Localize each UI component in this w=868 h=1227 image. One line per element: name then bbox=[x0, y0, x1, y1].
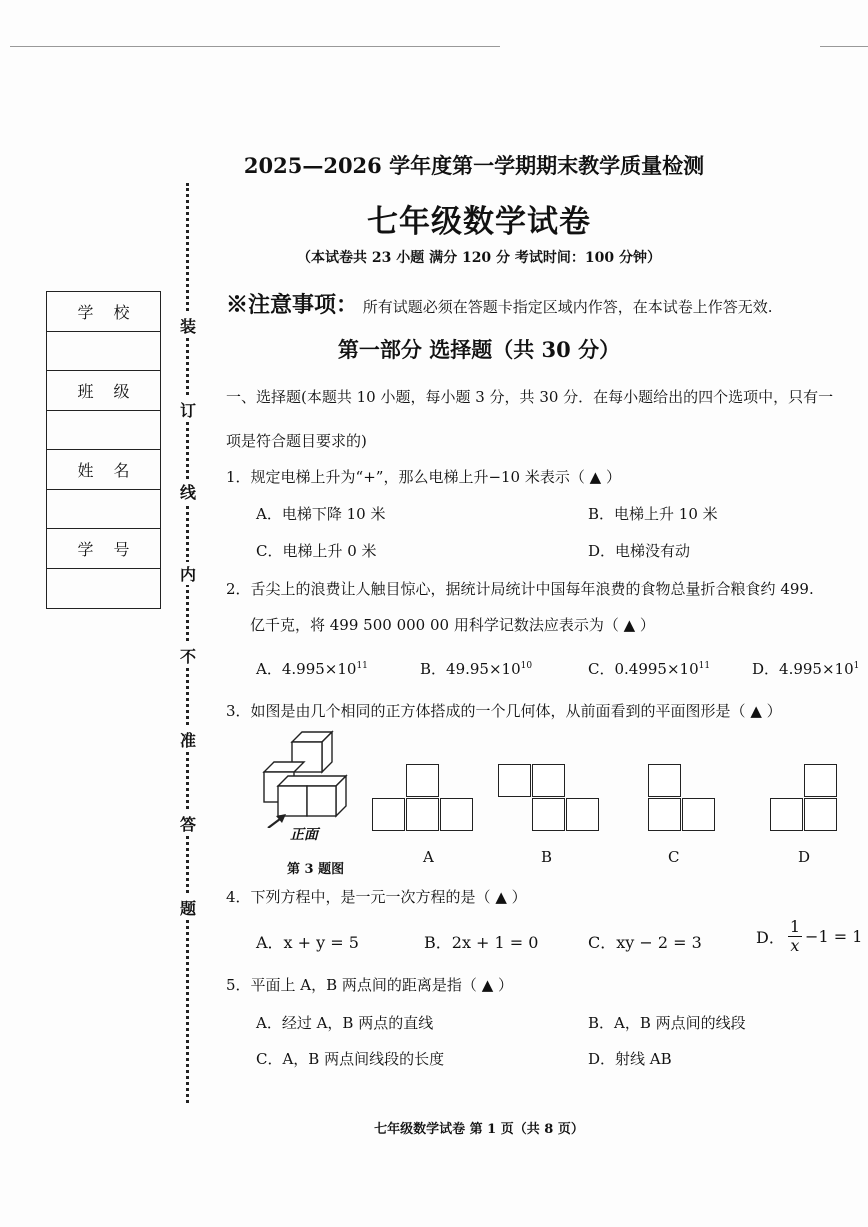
class-field bbox=[47, 411, 160, 451]
binding-char: 答 bbox=[178, 812, 198, 835]
square bbox=[372, 798, 405, 831]
notice bbox=[226, 288, 773, 319]
square bbox=[804, 764, 837, 797]
q4-option-d bbox=[756, 918, 862, 955]
name-label: 姓名 bbox=[47, 450, 160, 490]
q1-option-c: C．电梯上升 0 米 bbox=[256, 542, 377, 560]
square bbox=[406, 764, 439, 797]
q4-option-d-fraction bbox=[788, 918, 802, 955]
q2-option-d: D．$4.995\times 10^1$ bbox=[752, 660, 860, 678]
binding-char: 线 bbox=[178, 480, 198, 503]
top-rule-right bbox=[820, 46, 868, 47]
exam-title-line1: 2025—2026 学年度第一学期期末教学质量检测 bbox=[243, 153, 705, 178]
square bbox=[648, 764, 681, 797]
name-field bbox=[47, 490, 160, 530]
square bbox=[406, 798, 439, 831]
q3-figure-caption: 第 3 题图 bbox=[287, 862, 345, 877]
square bbox=[682, 798, 715, 831]
part1-title: 第一部分 选择题（共 30 分） bbox=[337, 337, 621, 362]
q5-stem: 5．平面上 A，B 两点间的距离是指（ ▲ ） bbox=[226, 976, 514, 994]
q4-option-c: C．xy − 2 = 3 bbox=[588, 933, 702, 952]
q3-option-a-label: A bbox=[423, 848, 434, 866]
notice-label: ※注意事项： bbox=[226, 292, 359, 318]
top-rule-left bbox=[10, 46, 500, 47]
exam-title-line2: 七年级数学试卷 bbox=[367, 204, 591, 240]
square bbox=[648, 798, 681, 831]
q2-option-b: B．$49.95\times 10^{10}$ bbox=[420, 660, 533, 678]
q1-option-d: D．电梯没有动 bbox=[588, 542, 691, 560]
q3-option-b-label: B bbox=[541, 848, 553, 866]
q2-stem-line2: 亿千克，将 499 500 000 00 用科学记数法应表示为（ ▲ ） bbox=[250, 616, 655, 634]
q2-option-c: C．$0.4995\times 10^{11}$ bbox=[588, 660, 711, 678]
square bbox=[532, 798, 565, 831]
exam-info: （本试卷共 23 小题 满分 120 分 考试时间：100 分钟） bbox=[296, 250, 662, 266]
fraction-numerator: 1 bbox=[789, 917, 801, 936]
square bbox=[804, 798, 837, 831]
binding-char: 装 bbox=[178, 314, 198, 337]
school-label: 学校 bbox=[47, 292, 160, 332]
q5-option-d: D．射线 AB bbox=[588, 1050, 672, 1068]
q4-stem: 4．下列方程中，是一元一次方程的是（ ▲ ） bbox=[226, 888, 527, 906]
q4-option-d-rest: −1 = 1 bbox=[805, 927, 863, 946]
notice-text: 所有试题必须在答题卡指定区域内作答，在本试卷上作答无效. bbox=[362, 298, 773, 316]
square bbox=[498, 764, 531, 797]
fraction-denominator: x bbox=[790, 936, 800, 955]
q5-option-a: A．经过 A，B 两点的直线 bbox=[256, 1014, 434, 1032]
q4-option-b: B．2x + 1 = 0 bbox=[424, 933, 539, 952]
q3-stem: 3．如图是由几个相同的正方体搭成的一个几何体，从前面看到的平面图形是（ ▲ ） bbox=[226, 702, 782, 720]
square bbox=[440, 798, 473, 831]
class-label: 班级 bbox=[47, 371, 160, 411]
binding-char: 题 bbox=[178, 896, 198, 919]
student-id-label: 学号 bbox=[47, 529, 160, 569]
q3-option-d-label: D bbox=[798, 848, 811, 866]
section-instruction-2: 项是符合题目要求的) bbox=[226, 432, 367, 450]
q1-option-a: A．电梯下降 10 米 bbox=[256, 505, 386, 523]
q4-option-d-prefix: D． bbox=[756, 928, 785, 947]
student-id-field bbox=[47, 569, 160, 609]
q1-option-b: B．电梯上升 10 米 bbox=[588, 505, 718, 523]
binding-char: 内 bbox=[178, 562, 198, 585]
square bbox=[532, 764, 565, 797]
binding-char: 准 bbox=[178, 728, 198, 751]
q4-option-a: A．x + y = 5 bbox=[256, 933, 359, 952]
q2-stem-line1: 2．舌尖上的浪费让人触目惊心，据统计局统计中国每年浪费的食物总量折合粮食约 499. bbox=[226, 580, 814, 598]
binding-char: 不 bbox=[178, 644, 198, 667]
q1-stem: 1．规定电梯上升为“+”，那么电梯上升−10 米表示（ ▲ ） bbox=[226, 468, 621, 486]
q3-cube-figure bbox=[258, 728, 348, 828]
q5-option-b: B．A，B 两点间的线段 bbox=[588, 1014, 746, 1032]
q3-option-c-label: C bbox=[668, 848, 680, 866]
square bbox=[566, 798, 599, 831]
q3-front-label: 正面 bbox=[290, 827, 318, 843]
q2-option-a: A．$4.995\times 10^{11}$ bbox=[256, 660, 368, 678]
binding-char: 订 bbox=[178, 398, 198, 421]
page-footer: 七年级数学试卷 第 1 页（共 8 页） bbox=[374, 1122, 584, 1137]
q5-option-c: C．A，B 两点间线段的长度 bbox=[256, 1050, 445, 1068]
square bbox=[770, 798, 803, 831]
section-instruction-1: 一、选择题(本题共 10 小题，每小题 3 分，共 30 分．在每小题给出的四个选项中，只有一 bbox=[226, 388, 834, 406]
